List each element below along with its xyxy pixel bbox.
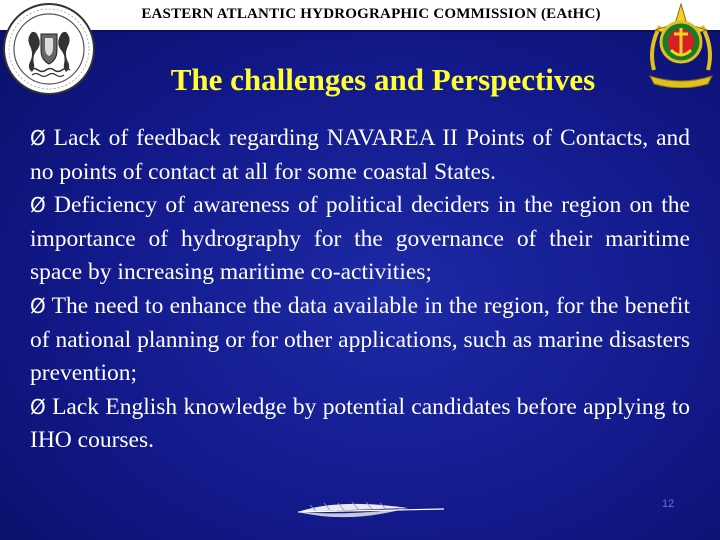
header-bar <box>0 0 720 32</box>
bullet-text: Deficiency of awareness of political deciders in the region on the importance of hydrography for the governance of their maritime space by increasing maritime co-activities; <box>30 192 690 286</box>
page-number: 12 <box>662 498 675 510</box>
bullet-arrow-icon: Ø <box>30 193 46 218</box>
bullet-arrow-icon: Ø <box>30 126 46 150</box>
bullet-arrow-icon: Ø <box>30 293 46 318</box>
bullet-text: Lack English knowledge by potential candidates before applying to IHO courses. <box>30 393 690 454</box>
hydrographic-seal-icon <box>2 2 96 96</box>
bullet-list <box>30 122 690 458</box>
bullet-text: The need to enhance the data available in the region, for the benefit of national planning or for other applications, such as marine disasters prevention; <box>30 292 690 387</box>
header-title: EASTERN ATLANTIC HYDROGRAPHIC COMMISSION (EAtHC) <box>141 6 601 22</box>
quill-feather-icon <box>296 498 446 524</box>
bullet-item <box>30 189 690 290</box>
bullet-text: Lack of feedback regarding NAVAREA II Points of Contacts, and no points of contact at all for some coastal States. <box>30 125 690 185</box>
slide-title: The challenges and Perspectives <box>170 62 596 97</box>
bullet-item <box>30 122 690 189</box>
bullet-item <box>30 290 690 391</box>
bullet-arrow-icon: Ø <box>30 394 46 419</box>
bullet-item <box>30 391 690 458</box>
